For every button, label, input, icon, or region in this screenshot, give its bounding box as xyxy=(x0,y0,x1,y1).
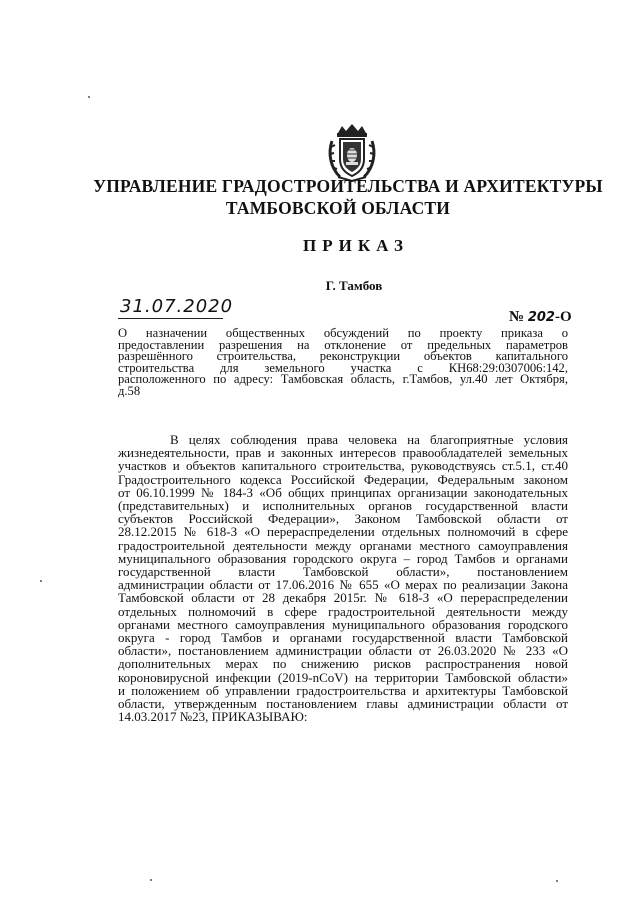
number-suffix: -О xyxy=(554,309,572,325)
body-line: короновирусной инфекции (2019-nCoV) на территории Тамбовской области» xyxy=(118,669,568,685)
scan-speck xyxy=(88,96,90,98)
subject-line: предоставлении разрешения на отклонение от предельных параметров xyxy=(118,337,568,352)
body-line: субъектов Российской Федерации», Законом Тамбовской области от xyxy=(118,511,568,527)
body-line: муниципального образования городского округа – город Тамбов и органами xyxy=(118,550,568,566)
subject-line: расположенного по адресу: Тамбовская область, г.Тамбов, ул.40 лет Октября, xyxy=(118,372,568,387)
body-line: округа - город Тамбов и органами государственной власти Тамбовской xyxy=(118,630,568,646)
body-line: 14.03.2017 №23, ПРИКАЗЫВАЮ: xyxy=(118,709,308,725)
handwritten-date: 31.07.2020 xyxy=(120,296,234,317)
date-underline xyxy=(118,318,223,319)
body-line: администрации области от 17.06.2016 № 655 «О мерах по реализации Закона xyxy=(118,577,568,593)
subject-line: д.58 xyxy=(118,383,141,398)
body-line: органами местного самоуправления муниципального образования городского xyxy=(118,616,568,632)
body-line: государственной власти Тамбовской области», постановлением xyxy=(118,564,568,580)
handwritten-number: 202 xyxy=(527,310,555,325)
body-line: жизнедеятельности, прав и законных интересов правообладателей земельных xyxy=(118,445,568,461)
order-body xyxy=(118,433,568,723)
order-subject xyxy=(118,328,568,398)
body-line: 28.12.2015 № 618-З «О перераспределении отдельных полномочий в сфере xyxy=(118,524,568,540)
body-line: от 06.10.1999 № 184-З «Об общих принципах организации законодательных xyxy=(118,484,568,500)
order-number xyxy=(509,309,572,326)
scan-speck xyxy=(150,879,152,881)
subject-line: О назначении общественных обсуждений по проекту приказа о xyxy=(118,326,568,340)
city-label: Г. Тамбов xyxy=(325,278,383,293)
subject-line: строительства для земельного участка с КН68:29:0307006:142, xyxy=(118,360,568,375)
body-line: (представительных) и исполнительных органов государственной власти xyxy=(118,498,568,514)
body-line: участков и объектов капитального строительства, руководствуясь ст.5.1, ст.40 xyxy=(118,458,568,474)
scan-speck xyxy=(556,880,558,882)
body-line: Тамбовской области от 28 декабря 2015г. № 618-З «О перераспределении xyxy=(118,590,568,606)
body-line: области, утвержденным постановлением главы администрации области от xyxy=(118,696,568,712)
body-line: В целях соблюдения права человека на благоприятные условия xyxy=(170,432,568,447)
body-line: дополнительных мерах по снижению рисков распространения новой xyxy=(118,656,568,672)
body-line: и положением об управлении градостроительства и архитектуры Тамбовской xyxy=(118,682,568,698)
body-line: Градостроительного кодекса Российской Федерации, Федеральным законом xyxy=(118,471,568,487)
scan-speck xyxy=(40,580,42,582)
body-line: отдельных полномочий в сфере градостроительной деятельности между xyxy=(118,603,568,619)
organization-title-line2: ТАМБОВСКОЙ ОБЛАСТИ xyxy=(225,198,451,218)
organization-title-line1: УПРАВЛЕНИЕ ГРАДОСТРОИТЕЛЬСТВА И АРХИТЕКТУРЫ xyxy=(93,176,603,196)
number-sign: № xyxy=(509,309,525,325)
subject-line: разрешённого строительства, реконструкции объектов капитального xyxy=(118,349,568,364)
body-line: градостроительной деятельности между органами местного самоуправления xyxy=(118,537,568,553)
body-line: области», постановлением администрации области от 26.03.2020 № 233 «О xyxy=(118,643,568,659)
document-type-heading: ПРИКАЗ xyxy=(303,236,409,255)
coat-of-arms-icon xyxy=(326,123,378,183)
